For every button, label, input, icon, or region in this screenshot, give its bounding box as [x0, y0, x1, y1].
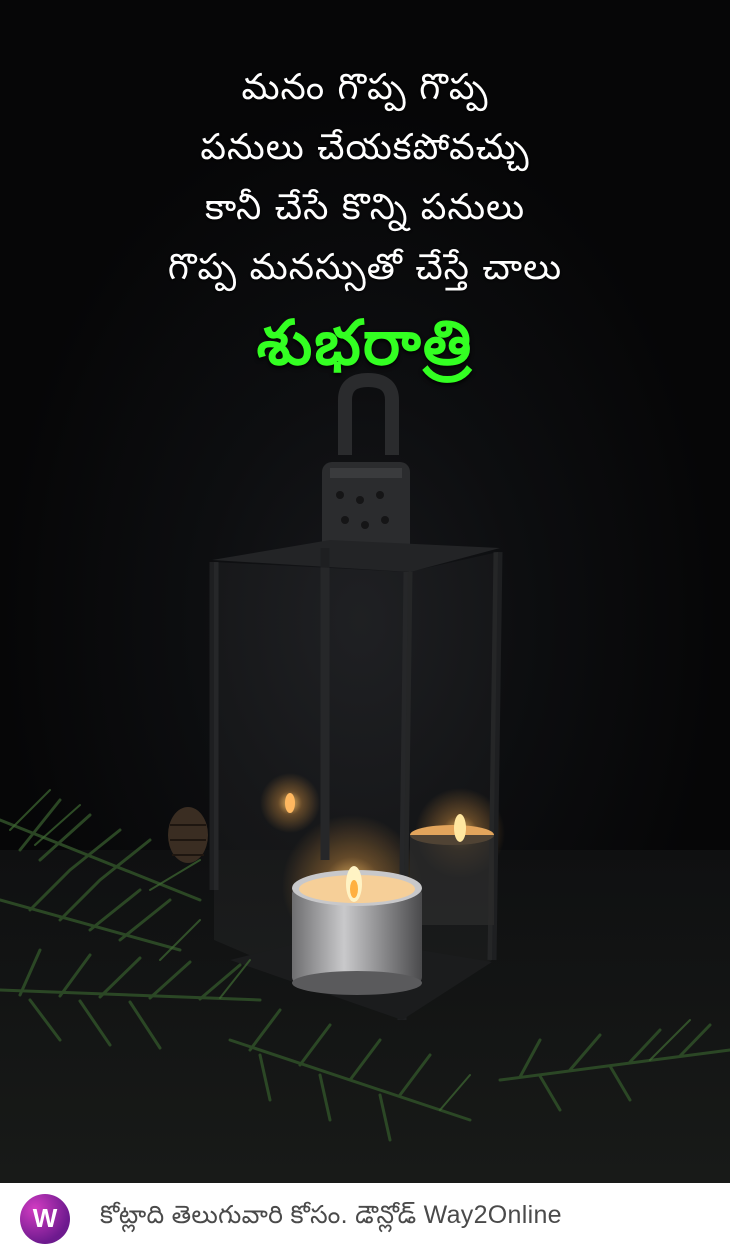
quote-text	[0, 58, 730, 298]
quote-line: కానీ చేసే కొన్ని పనులు	[204, 187, 526, 228]
good-night-greeting: శుభరాత్రి	[256, 306, 474, 379]
quote-line: పనులు చేయకపోవచ్చు	[200, 127, 530, 168]
quote-line: గొప్ప మనస్సుతో చేస్తే చాలు	[167, 247, 563, 288]
app-footer-banner[interactable]	[0, 1183, 730, 1254]
way2online-logo-icon[interactable]	[20, 1194, 70, 1244]
footer-promo-text[interactable]: కోట్లాది తెలుగువారి కోసం. డౌన్లోడ్ Way2Online	[100, 1201, 562, 1229]
quote-line: మనం గొప్ప గొప్ప	[241, 67, 489, 108]
logo-letter: W	[32, 1203, 58, 1233]
